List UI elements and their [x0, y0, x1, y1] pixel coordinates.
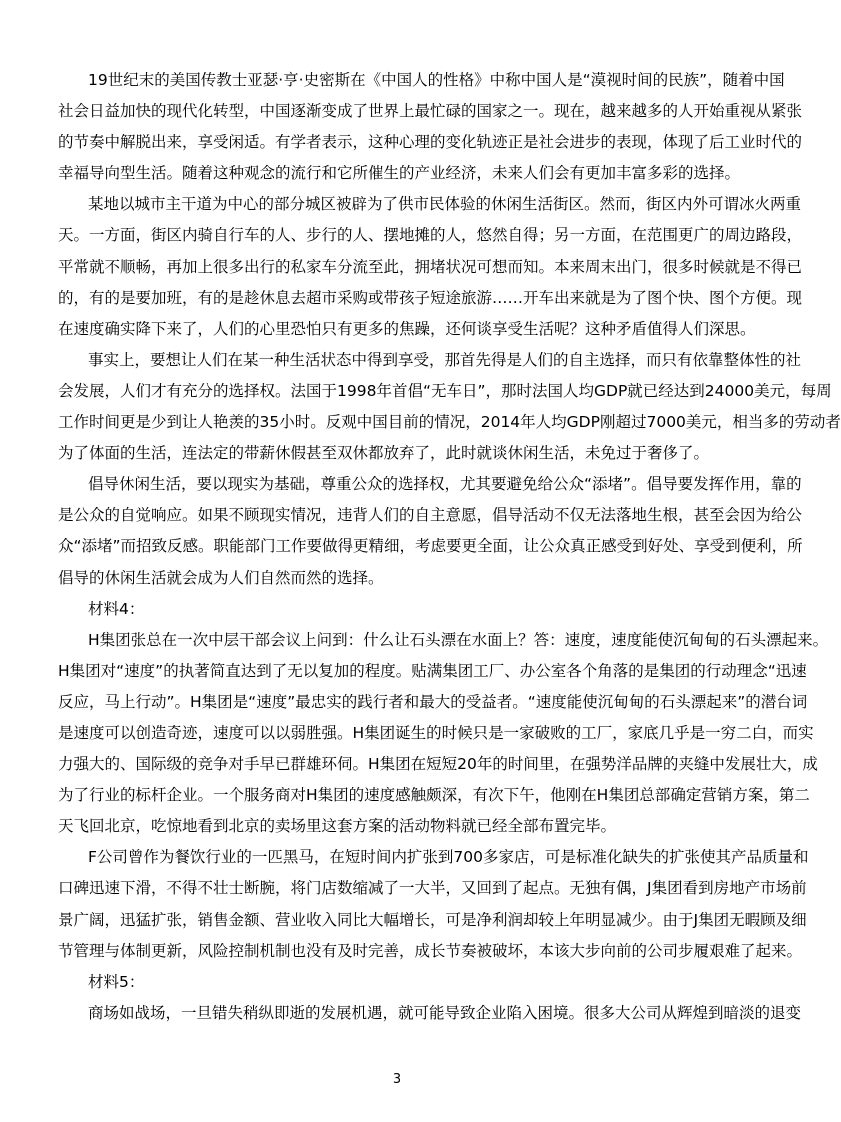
paragraph — [58, 999, 802, 1030]
text-line: 倡导休闲生活，要以现实为基础，尊重公众的选择权，尤其要避免给公众“添堵”。倡导要发挥作用，靠的 — [88, 475, 802, 494]
text-line: 在速度确实降下来了，人们的心里恐怕只有更多的焦躁，还何谈享受生活呢？这种矛盾值得人们深思。 — [58, 319, 756, 338]
text-line: 19世纪末的美国传教士亚瑟·亨·史密斯在《中国人的性格》中称中国人是“漠视时间的民族”，随着中国 — [88, 71, 785, 89]
text-line: 的，有的是要加班，有的是趁休息去超市采购或带孩子短途旅游……开车出来就是为了图个快、图个方便。现 — [58, 288, 803, 307]
text-line: 节管理与体制更新，风险控制机制也没有及时完善，成长节奏被破坏，本该大步向前的公司步履艰难了起来。 — [58, 941, 803, 960]
text-line: 是速度可以创造奇迹，速度可以以弱胜强。H集团诞生的时候只是一家破败的工厂，家底几乎是一穷二白，而实 — [58, 723, 814, 742]
text-line: 工作时间更是少到让人艳羡的35小时。反观中国目前的情况，2014年人均GDP刚超过7000美元，相当多的劳动者 — [58, 413, 841, 432]
text-line: 天。一方面，街区内骑自行车的人、步行的人、摆地摊的人，悠然自得；另一方面，在范围更广的周边路段， — [58, 226, 803, 245]
paragraph — [58, 595, 745, 626]
text-line: 材料4： — [88, 599, 145, 618]
text-line: 平常就不顺畅，再加上很多出行的私家车分流至此，拥堵状况可想而知。本来周末出门，很多时候就是不得已 — [58, 257, 803, 276]
text-line: 的节奏中解脱出来，享受闲适。有学者表示，这种心理的变化轨迹正是社会进步的表现，体现了后工业时代的 — [58, 133, 803, 152]
text-line: 材料5： — [88, 972, 145, 991]
text-line: 为了行业的标杆企业。一个服务商对H集团的速度感触颇深，有次下午，他刚在H集团总部确定营销方案，第二 — [58, 786, 810, 805]
text-line: 反应，马上行动”。H集团是“速度”最忠实的践行者和最大的受益者。“速度能使沉甸甸的石头漂起来”的潜台词 — [58, 692, 808, 711]
text-line: 事实上，要想让人们在某一种生活状态中得到享受，那首先得是人们的自主选择，而只有依靠整体性的社 — [88, 350, 802, 369]
document-body — [58, 66, 841, 1030]
text-line: 为了体面的生活，连法定的带薪休假甚至双休都放弃了，此时就谈休闲生活，未免过于奢侈了。 — [58, 444, 710, 463]
text-line: 景广阔，迅猛扩张，销售金额、营业收入同比大幅增长，可是净利润却较上年明显减少。由于J集团无暇顾及细 — [58, 910, 807, 929]
text-line: 会发展，人们才有充分的选择权。法国于1998年首倡“无车日”，那时法国人均GDP就已经达到24000美元，每周 — [58, 381, 832, 400]
text-line: 幸福导向型生活。随着这种观念的流行和它所催生的产业经济，未来人们会有更加丰富多彩的选择。 — [58, 164, 741, 183]
text-line: 力强大的、国际级的竞争对手早已群雄环伺。H集团在短短20年的时间里，在强势洋品牌的夹缝中发展壮大，成 — [58, 755, 818, 774]
text-line: H集团张总在一次中层干部会议上问到：什么让石头漂在水面上？答：速度，速度能使沉甸甸的石头漂起来。 — [88, 630, 829, 649]
text-line: 商场如战场，一旦错失稍纵即逝的发展机遇，就可能导致企业陷入困境。很多大公司从辉煌到暗淡的退变 — [88, 1003, 802, 1022]
paragraph — [58, 843, 809, 967]
text-line: 社会日益加快的现代化转型，中国逐渐变成了世界上最忙碌的国家之一。现在，越来越多的人开始重视从紧张 — [58, 102, 803, 121]
text-line: H集团对“速度”的执著简直达到了无以复加的程度。贴满集团工厂、办公室各个角落的是集团的行动理念“迅速 — [58, 661, 807, 680]
text-line: F公司曾作为餐饮行业的一匹黑马，在短时间内扩张到700多家店，可是标准化缺失的扩张使其产品质量和 — [88, 848, 809, 867]
text-line: 众“添堵”而招致反感。职能部门工作要做得更精细，考虑要更全面，让公众真正感受到好处、享受到便利，所 — [58, 537, 803, 556]
text-line: 天飞回北京，吃惊地看到北京的卖场里这套方案的活动物料就已经全部布置完毕。 — [58, 817, 617, 836]
paragraph — [58, 190, 803, 345]
paragraph — [58, 66, 803, 190]
text-line: 某地以城市主干道为中心的部分城区被辟为了供市民体验的休闲生活街区。然而，街区内外可谓冰火两重 — [88, 195, 802, 214]
text-line: 倡导的休闲生活就会成为人们自然而然的选择。 — [58, 568, 384, 587]
paragraph — [58, 346, 841, 470]
text-line: 口碑迅速下滑，不得不壮士断腕，将门店数缩减了一大半，又回到了起点。无独有偶，J集团看到房地产市场前 — [58, 879, 807, 898]
paragraph — [58, 968, 745, 999]
paragraph — [58, 626, 829, 844]
page-number: 3 — [392, 1072, 402, 1087]
text-line: 是公众的自觉响应。如果不顾现实情况，违背人们的自主意愿，倡导活动不仅无法落地生根，甚至会因为给公 — [58, 506, 803, 525]
paragraph — [58, 470, 803, 594]
